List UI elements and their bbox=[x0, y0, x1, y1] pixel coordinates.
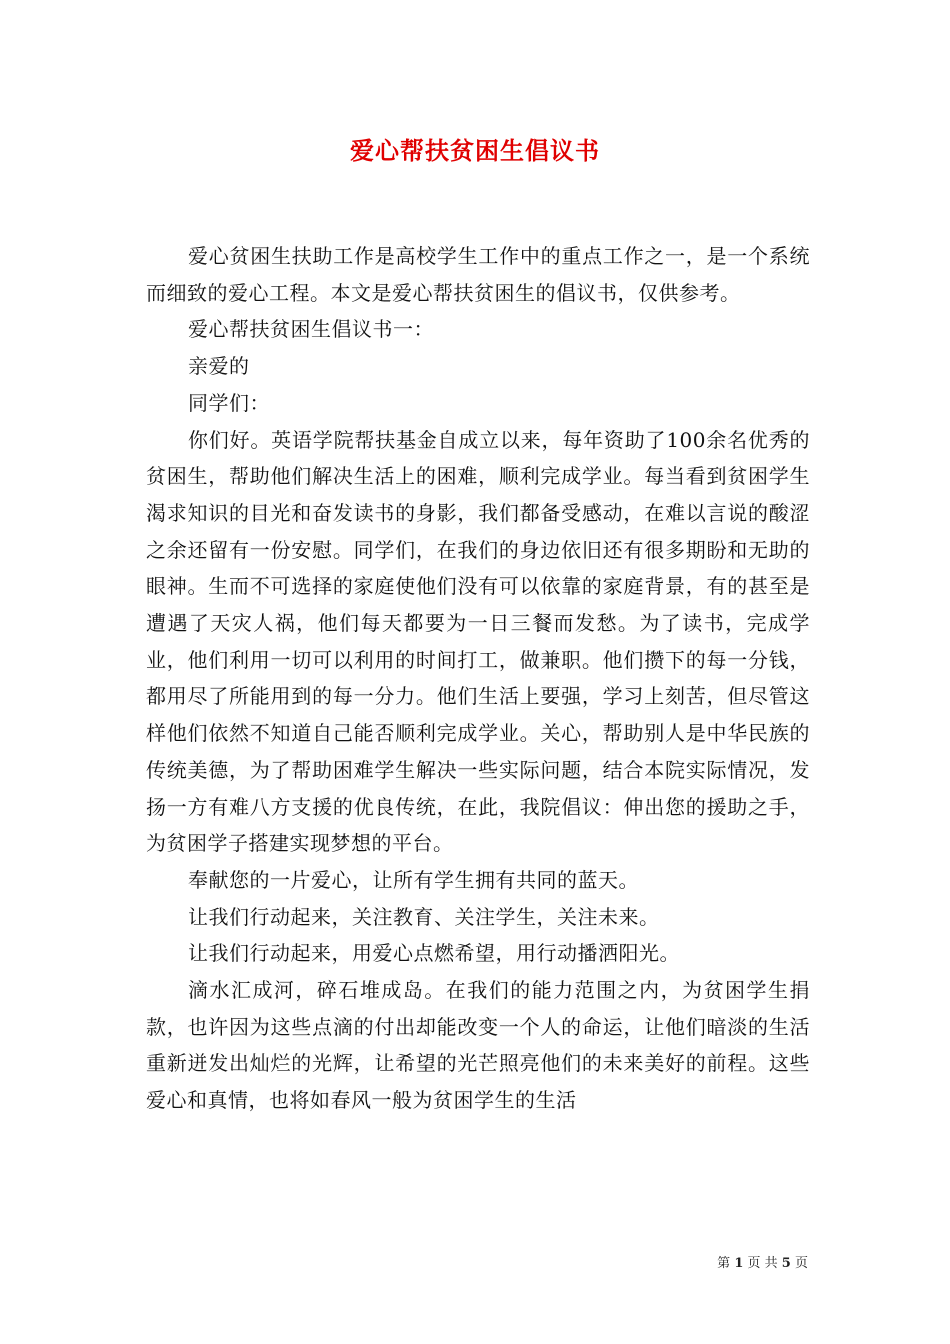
paragraph-slogan-3: 让我们行动起来，用爱心点燃希望，用行动播洒阳光。 bbox=[188, 941, 680, 966]
paragraph-slogan-1: 奉献您的一片爱心，让所有学生拥有共同的蓝天。 bbox=[188, 867, 639, 892]
footer-middle: 页 共 bbox=[747, 1256, 778, 1271]
paragraph-salutation-2: 同学们： bbox=[188, 390, 270, 415]
page-footer bbox=[717, 1252, 808, 1271]
footer-current-page: 1 bbox=[734, 1256, 744, 1271]
paragraph-subtitle: 爱心帮扶贫困生倡议书一： bbox=[188, 317, 434, 342]
paragraph-slogan-2: 让我们行动起来，关注教育、关注学生，关注未来。 bbox=[188, 904, 660, 929]
footer-suffix: 页 bbox=[794, 1256, 808, 1271]
footer-prefix: 第 bbox=[717, 1256, 731, 1271]
paragraph-main: 你们好。英语学院帮扶基金自成立以来，每年资助了100余名优秀的贫困生，帮助他们解决生活上的困难，顺利完成学业。每当看到贫困学生渴求知识的目光和奋发读书的身影，我们都备受感动，在难以言说的酸涩之余还留有一份安慰。同学们，在我们的身边依旧还有很多期盼和无助的眼神。生而不可选择的家庭使他们没有可以依靠的家庭背景，有的甚至是遭遇了天灾人祸，他们每天都要为一日三餐而发愁。为了读书，完成学业，他们利用一切可以利用的时间打工，做兼职。他们攒下的每一分钱，都用尽了所能用到的每一分力。他们生活上要强，学习上刻苦，但尽管这样他们依然不知道自己能否顺利完成学业。关心，帮助别人是中华民族的传统美德，为了帮助困难学生解决一些实际问题，结合本院实际情况，发扬一方有难八方支援的优良传统，在此，我院倡议：伸出您的援助之手，为贫困学子搭建实现梦想的平台。 bbox=[146, 427, 810, 856]
paragraph-closing: 滴水汇成河，碎石堆成岛。在我们的能力范围之内，为贫困学生捐款，也许因为这些点滴的付出却能改变一个人的命运，让他们暗淡的生活重新迸发出灿烂的光辉，让希望的光芒照亮他们的未来美好的前程。这些爱心和真情，也将如春风一般为贫困学生的生活 bbox=[146, 978, 810, 1113]
paragraph-salutation-1: 亲爱的 bbox=[188, 354, 250, 379]
document-body bbox=[146, 238, 810, 1119]
footer-total-pages: 5 bbox=[781, 1256, 791, 1271]
document-title: 爱心帮扶贫困生倡议书 bbox=[350, 136, 600, 165]
paragraph-intro: 爱心贫困生扶助工作是高校学生工作中的重点工作之一，是一个系统而细致的爱心工程。本文是爱心帮扶贫困生的倡议书，仅供参考。 bbox=[146, 244, 810, 305]
